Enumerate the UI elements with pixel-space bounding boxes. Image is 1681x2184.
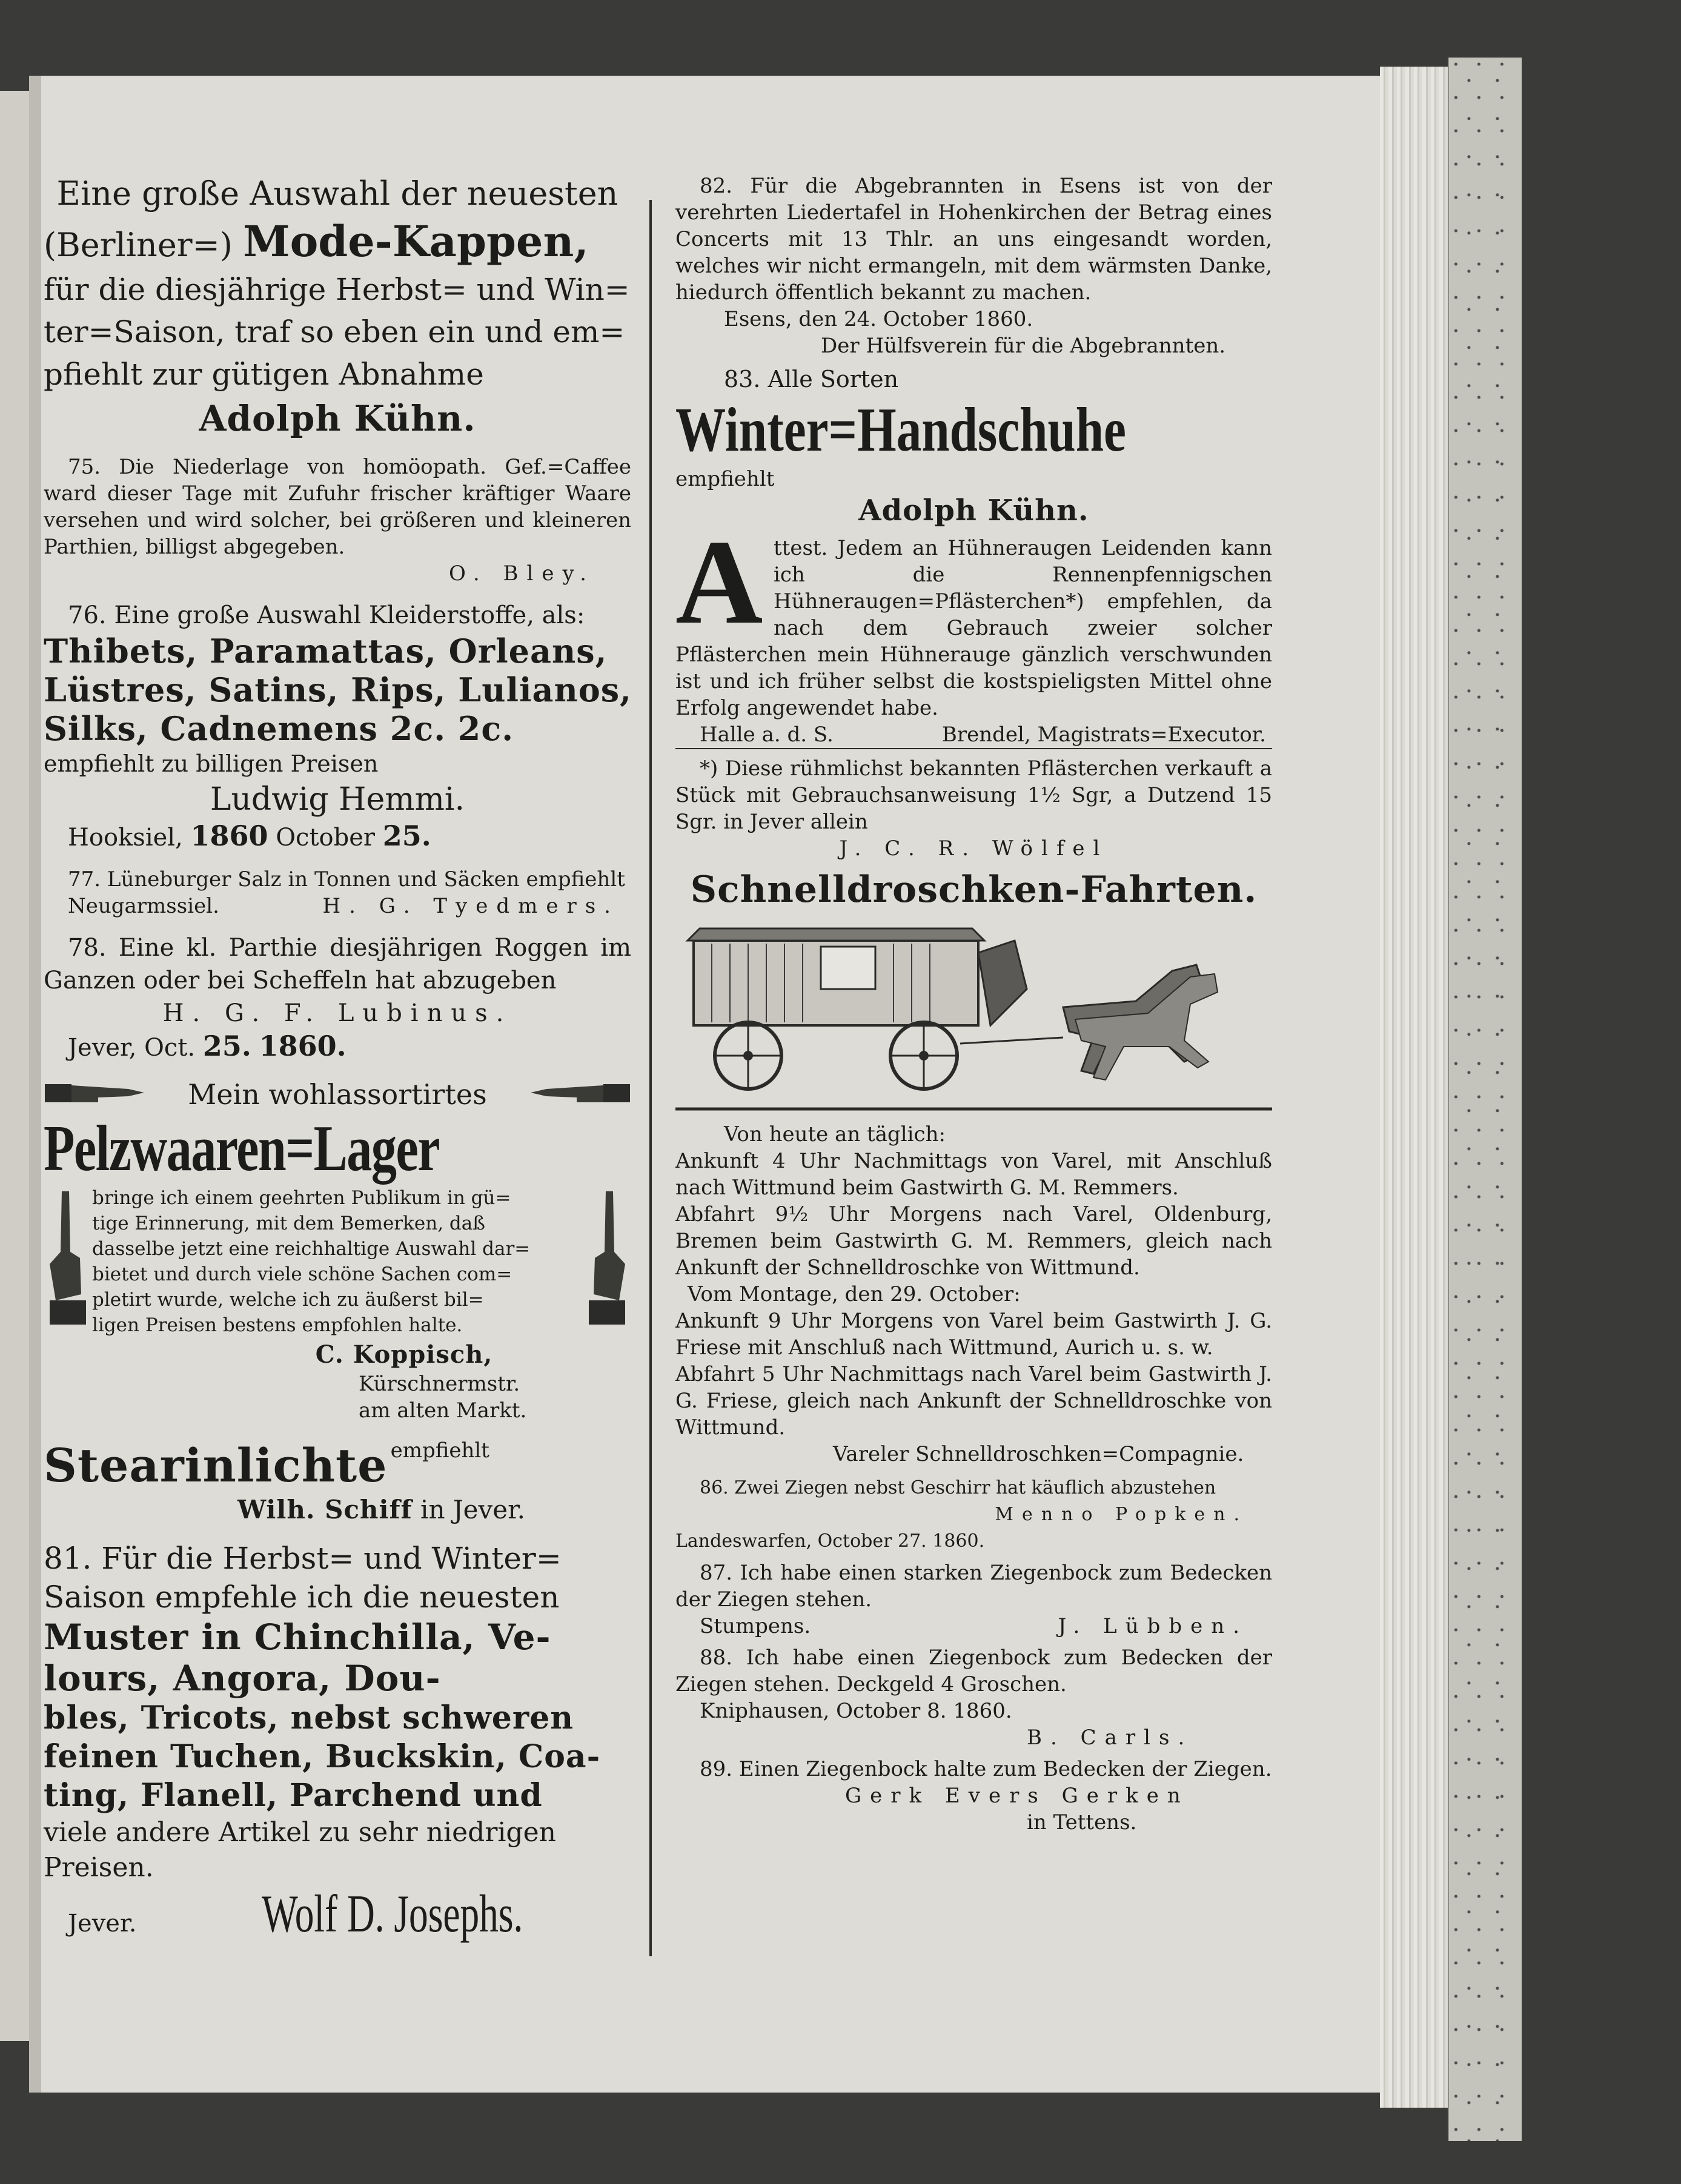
ad-text: ttest. Jedem an Hühneraugen Leidenden kann ich die Rennenpfennigschen Hühneraugen=Pflästerchen*) empfehlen, da nach dem Gebrauch zweier solcher Pflästerchen mein Hühnerauge gänzlich verschwunden ist und ich früher selbst die kostspieligsten Mittel ohne Erfolg angewendet habe. bbox=[675, 536, 1272, 720]
signature: J. Lübben. bbox=[1058, 1614, 1248, 1638]
ad-body-text bbox=[92, 1185, 583, 1338]
signature: Brendel, Magistrats=Executor. bbox=[941, 723, 1266, 747]
ad-text: 75. Die Niederlage von homöopath. Gef.=Caffee ward dieser Tage mit Zufuhr frischer kräftiger Waare versehen und wird solcher, bei größeren und kleineren Parthien, billigst abgegeben. bbox=[44, 455, 631, 559]
pointing-hand-left-icon bbox=[528, 1079, 631, 1110]
ad-recommend: empfiehlt bbox=[675, 467, 775, 491]
goods-line: Lüstres, Satins, Rips, Lulianos, bbox=[44, 670, 632, 709]
ad-76 bbox=[44, 599, 631, 854]
ad-89 bbox=[675, 1756, 1272, 1836]
date-year: 1860. bbox=[259, 1030, 346, 1062]
ad-83 bbox=[675, 364, 1272, 529]
ad-intro: 83. Alle Sorten bbox=[724, 366, 899, 392]
ad-line: lours, Angora, Dou- bbox=[44, 1658, 441, 1699]
date-place: Hooksiel, bbox=[68, 824, 183, 852]
ad-heading-line bbox=[44, 1438, 631, 1493]
ad-line: ter=Saison, traf so eben ein und em= bbox=[44, 314, 625, 349]
ad-82 bbox=[675, 173, 1272, 359]
ad-line bbox=[44, 215, 631, 268]
drop-capital: A bbox=[675, 535, 763, 649]
signature: Adolph Kühn. bbox=[199, 398, 476, 439]
ad-heading: Mode-Kappen, bbox=[243, 216, 589, 266]
ad-line: Muster in Chinchilla, Ve- bbox=[44, 1616, 551, 1658]
ad-heading: Schnelldroschken-Fahrten. bbox=[690, 869, 1258, 911]
page-gutter bbox=[29, 76, 41, 2093]
dateline bbox=[44, 1030, 631, 1064]
previous-page-edge bbox=[0, 91, 29, 2041]
schedule-line: Ankunft 4 Uhr Nachmittags von Varel, mit Anschluß nach Wittmund beim Gastwirth G. M. Remmers. bbox=[675, 1149, 1272, 1200]
ad-body bbox=[44, 1185, 631, 1339]
date-day: 25. bbox=[382, 819, 431, 852]
signature-line bbox=[44, 1885, 631, 1944]
ad-recommend: empfiehlt bbox=[390, 1438, 489, 1463]
ad-intro-line bbox=[44, 1076, 631, 1113]
ad-text: 78. Eine kl. Parthie diesjährigen Roggen im Ganzen oder bei Scheffeln hat abzugeben bbox=[44, 934, 631, 994]
ad-86 bbox=[675, 1475, 1272, 1555]
signature: Menno Popken. bbox=[995, 1504, 1248, 1525]
signature: Der Hülfsverein für die Abgebrannten. bbox=[821, 334, 1226, 358]
seller: J. C. R. Wölfel bbox=[839, 836, 1109, 861]
date-day: 25. bbox=[202, 1030, 251, 1062]
column-divider bbox=[649, 200, 652, 1956]
signature-line bbox=[675, 721, 1272, 749]
ad-line: ligen Preisen bestens empfohlen halte. bbox=[92, 1314, 463, 1336]
ad-75 bbox=[44, 454, 631, 587]
schedule-line: Ankunft 9 Uhr Morgens von Varel beim Gastwirth J. G. Friese mit Anschluß nach Wittmund, Aurich u. s. w. bbox=[675, 1309, 1272, 1360]
schedule-line: Abfahrt 9½ Uhr Morgens nach Varel, Oldenburg, Bremen beim Gastwirth G. M. Remmers, gleich nach Ankunft der Schnelldroschke von Wittmund. bbox=[675, 1202, 1272, 1280]
ad-line-prefix: (Berliner=) bbox=[44, 226, 233, 264]
ad-78 bbox=[44, 932, 631, 1064]
schedule-line: Vom Montage, den 29. October: bbox=[688, 1282, 1021, 1306]
signature-line bbox=[44, 1493, 631, 1527]
ad-line: 81. Für die Herbst= und Winter= bbox=[44, 1541, 562, 1576]
ad-intro: Mein wohlassortirtes bbox=[188, 1078, 487, 1111]
signature-line bbox=[44, 893, 631, 919]
right-column bbox=[675, 173, 1272, 1836]
goods-line: Thibets, Paramattas, Orleans, bbox=[44, 632, 608, 670]
ad-attest bbox=[675, 535, 1272, 862]
footnote: *) Diese rühmlichst bekannten Pflästerchen verkauft a Stück mit Gebrauchsanweisung 1½ Sgr, a Dutzend 15 Sgr. in Jever allein bbox=[675, 756, 1272, 834]
place: Stumpens. bbox=[700, 1614, 811, 1638]
dateline: Kniphausen, October 8. 1860. bbox=[700, 1699, 1012, 1723]
ad-line: viele andere Artikel zu sehr niedrigen bbox=[44, 1817, 556, 1848]
place: Neugarmssiel. bbox=[68, 894, 219, 918]
goods-line: Silks, Cadnemens 2c. 2c. bbox=[44, 709, 514, 748]
pointing-hand-right-icon bbox=[44, 1079, 147, 1110]
ad-text: 89. Einen Ziegenbock halte zum Bedecken der Ziegen. bbox=[700, 1757, 1272, 1781]
signature: Wolf D. Josephs. bbox=[262, 1885, 523, 1944]
ad-intro: 76. Eine große Auswahl Kleiderstoffe, als: bbox=[68, 601, 585, 629]
ad-mode-kappen bbox=[44, 173, 631, 442]
ad-line: dasselbe jetzt eine reichhaltige Auswahl dar= bbox=[92, 1238, 531, 1260]
signature: Gerk Evers Gerken bbox=[845, 1784, 1189, 1808]
schedule-line: Abfahrt 5 Uhr Nachmittags nach Varel beim Gastwirth J. G. Friese, gleich nach Ankunft der Schnelldroschke von Wittmund. bbox=[675, 1362, 1272, 1440]
signature-line bbox=[675, 1613, 1272, 1640]
signature-address: am alten Markt. bbox=[359, 1398, 527, 1423]
raised-hand-right-icon bbox=[583, 1185, 631, 1339]
dateline: Landeswarfen, October 27. 1860. bbox=[675, 1530, 985, 1552]
ad-line: bles, Tricots, nebst schweren bbox=[44, 1699, 574, 1736]
ad-line: Preisen. bbox=[44, 1852, 154, 1883]
ad-heading: Stearinlichte bbox=[44, 1438, 388, 1492]
ad-pelzwaaren bbox=[44, 1076, 631, 1424]
ad-77 bbox=[44, 866, 631, 919]
ad-line: ting, Flanell, Parchend und bbox=[44, 1777, 543, 1814]
signature: Adolph Kühn. bbox=[858, 494, 1089, 528]
left-column bbox=[44, 173, 631, 1944]
horse-coach-illustration bbox=[675, 916, 1272, 1116]
dateline bbox=[44, 819, 631, 854]
dateline: Esens, den 24. October 1860. bbox=[724, 307, 1033, 331]
date-month: October bbox=[276, 824, 376, 852]
ad-text: 86. Zwei Ziegen nebst Geschirr hat käuflich abzustehen bbox=[700, 1477, 1216, 1498]
ad-recommend: empfiehlt zu billigen Preisen bbox=[44, 750, 379, 777]
place: in Jever. bbox=[420, 1495, 525, 1524]
ad-text: 82. Für die Abgebrannten in Esens ist von der verehrten Liedertafel in Hohenkirchen der Betrag eines Concerts mit 13 Thlr. an uns eingesandt worden, welches wir nicht ermangeln, mit dem wärmsten Danke, hiedurch öffentlich bekannt zu machen. bbox=[675, 174, 1272, 305]
ad-line: tige Erinnerung, mit dem Bemerken, daß bbox=[92, 1213, 485, 1234]
date-year: 1860 bbox=[190, 819, 268, 852]
ad-88 bbox=[675, 1644, 1272, 1751]
ad-line: für die diesjährige Herbst= und Win= bbox=[44, 272, 630, 307]
schedule-line: Von heute an täglich: bbox=[724, 1122, 946, 1147]
signature: O. Bley. bbox=[449, 561, 595, 586]
signature: Vareler Schnelldroschken=Compagnie. bbox=[833, 1442, 1244, 1466]
raised-hand-left-icon bbox=[44, 1185, 92, 1339]
attest-body bbox=[675, 535, 1272, 721]
ad-line: bringe ich einem geehrten Publikum in gü= bbox=[92, 1187, 511, 1209]
place: in Tettens. bbox=[1027, 1810, 1137, 1835]
signature: Ludwig Hemmi. bbox=[210, 781, 465, 818]
ad-line: Saison empfehle ich die neuesten bbox=[44, 1580, 560, 1615]
ad-text: 88. Ich habe einen Ziegenbock zum Bedecken der Ziegen stehen. Deckgeld 4 Groschen. bbox=[675, 1646, 1272, 1696]
signature: C. Koppisch, bbox=[315, 1340, 493, 1369]
place: Jever. bbox=[68, 1910, 137, 1937]
ad-stearinlichte bbox=[44, 1438, 631, 1527]
ad-line: Eine große Auswahl der neuesten bbox=[56, 174, 618, 213]
ad-text: 77. Lüneburger Salz in Tonnen und Säcken empfiehlt bbox=[68, 867, 625, 892]
signature-title: Kürschnermstr. bbox=[359, 1372, 520, 1396]
ad-line: bietet und durch viele schöne Sachen com= bbox=[92, 1263, 512, 1285]
signature: Wilh. Schiff bbox=[237, 1495, 413, 1524]
ad-heading: Pelzwaaren=Lager bbox=[44, 1113, 440, 1185]
ad-heading: Winter=Handschuhe bbox=[675, 395, 1126, 465]
date-place: Jever, Oct. bbox=[68, 1034, 196, 1062]
ad-text: 87. Ich habe einen starken Ziegenbock zum Bedecken der Ziegen stehen. bbox=[675, 1561, 1272, 1612]
ad-schnelldroschken bbox=[675, 867, 1272, 1468]
ad-line: pfiehlt zur gütigen Abnahme bbox=[44, 357, 484, 392]
ad-87 bbox=[675, 1560, 1272, 1640]
signature: H. G. Tyedmers. bbox=[322, 894, 619, 918]
ad-81 bbox=[44, 1539, 631, 1944]
signature: B. Carls. bbox=[1027, 1726, 1193, 1750]
signature: H. G. F. Lubinus. bbox=[162, 999, 512, 1027]
book-cover-board bbox=[1448, 58, 1522, 2141]
place: Halle a. d. S. bbox=[700, 723, 834, 747]
ad-line: feinen Tuchen, Buckskin, Coa- bbox=[44, 1738, 601, 1775]
ad-line: pletirt wurde, welche ich zu äußerst bil= bbox=[92, 1289, 484, 1311]
